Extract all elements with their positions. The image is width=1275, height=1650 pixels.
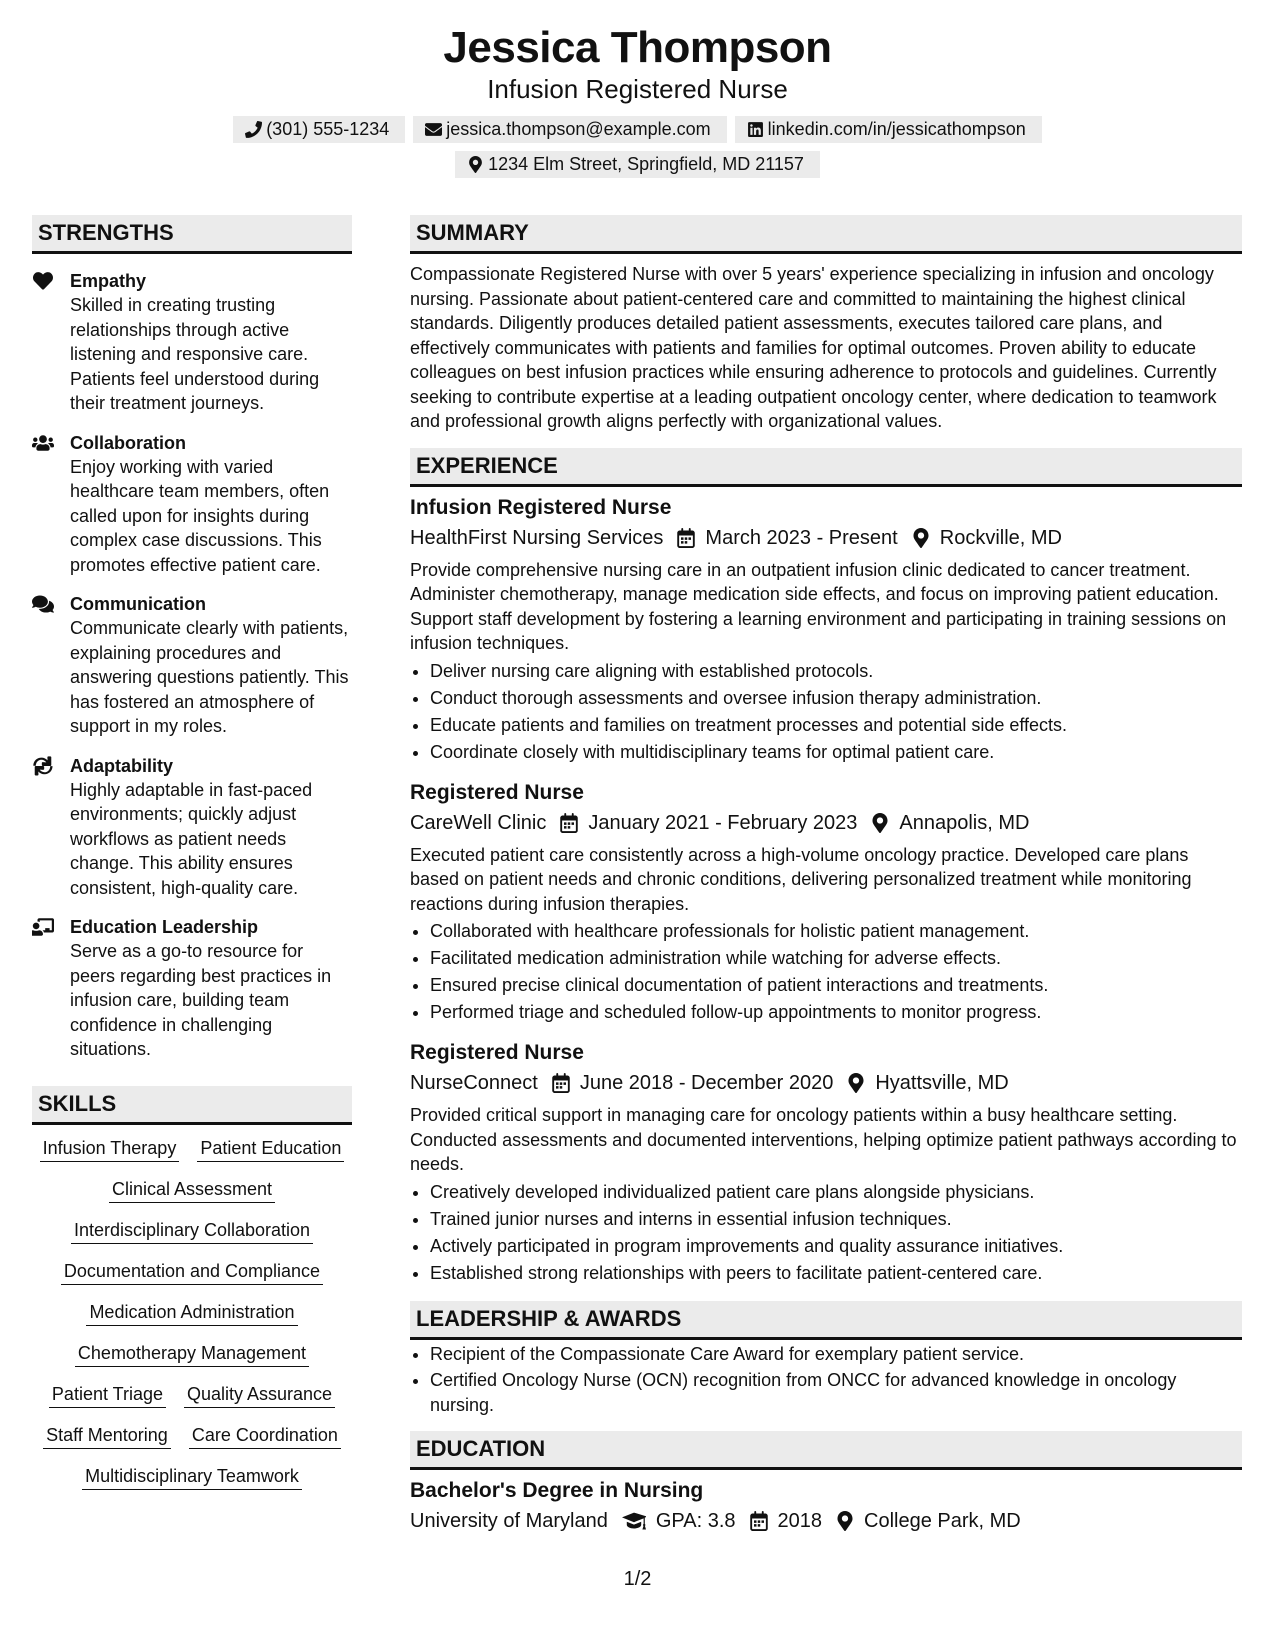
job-location: Hyattsville, MD (875, 1072, 1009, 1094)
summary-heading: SUMMARY (410, 215, 1242, 254)
education-meta (410, 1506, 1242, 1536)
job-location: Annapolis, MD (899, 811, 1030, 834)
skill-tag: Medication Administration (86, 1299, 297, 1326)
map-marker-icon (847, 1073, 865, 1093)
strength-desc: Enjoy working with varied healthcare team members, often called upon for insights during complex case discussions. This promotes effective patient care. (70, 456, 330, 575)
strength-desc: Highly adaptable in fast-paced environments; quickly adjust workflows as patient needs change. This ability ensures consistent, high-quality care. (70, 779, 313, 898)
skill-tag: Staff Mentoring (43, 1422, 171, 1449)
award-item: • Certified Oncology Nurse (OCN) recognition from ONCC for advanced knowledge in oncology nursing. (430, 1368, 1242, 1417)
strength-item (32, 269, 352, 416)
skill-tag: Documentation and Compliance (61, 1258, 323, 1285)
job-company: NurseConnect (410, 1072, 538, 1094)
strength-item (32, 915, 352, 1062)
skill-tag: Chemotherapy Management (75, 1340, 309, 1367)
map-marker-icon (871, 813, 889, 833)
strength-title: Education Leadership (70, 917, 259, 937)
job-description: Executed patient care consistently across a high-volume oncology practice. Developed care plans based on patient needs and chronic conditions, delivering personalized treatment while monitoring reactions during infusion therapies. (410, 844, 1192, 914)
job-meta (410, 1068, 1242, 1098)
job-dates: March 2023 - Present (705, 526, 898, 549)
job-bullet: • Established strong relationships with peers to facilitate patient-centered care. (430, 1260, 1242, 1287)
strength-item (32, 592, 352, 739)
job-bullet: • Deliver nursing care aligning with established protocols. (430, 658, 1242, 685)
job-description: Provide comprehensive nursing care in an outpatient infusion clinic dedicated to cancer treatment. Administer chemotherapy, manage medication side effects, and focus on improving patient education. Support staff development by fostering a learning environment and participating in training sessions on infusion techniques. (410, 559, 1227, 653)
job-bullet: • Trained junior nurses and interns in essential infusion techniques. (430, 1206, 1242, 1233)
education-heading: EDUCATION (410, 1431, 1242, 1470)
address-text: 1234 Elm Street, Springfield, MD 21157 (488, 154, 804, 174)
heart-icon (32, 271, 54, 291)
email-text: jessica.thompson@example.com (446, 119, 711, 139)
strength-title: Empathy (70, 271, 147, 291)
job-company: HealthFirst Nursing Services (410, 526, 664, 549)
strength-title: Communication (70, 594, 207, 614)
job-bullet: • Educate patients and families on treatment processes and potential side effects. (430, 712, 1242, 739)
job-bullet: • Performed triage and scheduled follow-up appointments to monitor progress. (430, 999, 1242, 1026)
job-title: Registered Nurse (410, 780, 584, 804)
skills-list (32, 1135, 352, 1490)
job-dates: January 2021 - February 2023 (588, 811, 858, 834)
map-marker-icon (912, 528, 930, 548)
job-company: CareWell Clinic (410, 811, 547, 834)
skill-tag: Multidisciplinary Teamwork (82, 1463, 302, 1490)
skill-tag: Infusion Therapy (40, 1135, 180, 1162)
address-row (0, 151, 1275, 178)
linkedin-icon (747, 121, 764, 138)
job-bullet: • Creatively developed individualized patient care plans alongside physicians. (430, 1179, 1242, 1206)
map-marker-icon (836, 1511, 854, 1531)
skill-tag: Patient Triage (49, 1381, 166, 1408)
job-bullet: • Facilitated medication administration while watching for adverse effects. (430, 945, 1242, 972)
sync-icon (32, 756, 54, 776)
school-location: College Park, MD (864, 1510, 1021, 1532)
linkedin-chip[interactable] (735, 116, 1042, 143)
phone-chip[interactable] (233, 116, 405, 143)
comments-icon (32, 594, 54, 614)
calendar-icon (552, 1073, 570, 1093)
gpa: GPA: 3.8 (655, 1510, 736, 1532)
contact-row (0, 116, 1275, 143)
skill-tag: Quality Assurance (184, 1381, 335, 1408)
job-bullet: • Ensured precise clinical documentation of patient interactions and treatments. (430, 972, 1242, 999)
job-bullets (410, 918, 1242, 1026)
linkedin-text: linkedin.com/in/jessicathompson (767, 119, 1026, 139)
job-bullets (410, 658, 1242, 766)
address-chip (455, 151, 820, 178)
awards-list (410, 1342, 1242, 1418)
calendar-icon (560, 813, 578, 833)
job-meta (410, 808, 1242, 838)
envelope-icon (425, 121, 442, 138)
skills-heading: SKILLS (32, 1086, 352, 1125)
phone-icon (245, 121, 262, 138)
map-marker-icon (467, 156, 484, 173)
job-title: Registered Nurse (410, 1041, 584, 1064)
phone-text: (301) 555-1234 (266, 119, 390, 139)
summary-text: Compassionate Registered Nurse with over 5 years' experience specializing in infusion and oncology nursing. Passionate about patient-centered care and committed to maintaining the highest clinical standards. Diligently produces detailed patient assessments, executes tailored care plans, and effectively communicates with patients and families for optimal outcomes. Proven ability to educate colleagues on best infusion practices while ensuring adherence to protocols and guidelines. Currently seeking to contribute expertise at a leading outpatient oncology center, where dedication to teamwork and professional growth aligns perfectly with organizational values. (410, 264, 1217, 431)
job-bullet: • Actively participated in program improvements and quality assurance initiatives. (430, 1233, 1242, 1260)
award-item: • Recipient of the Compassionate Care Award for exemplary patient service. (430, 1342, 1242, 1367)
job-bullet: • Coordinate closely with multidisciplinary teams for optimal patient care. (430, 739, 1242, 766)
resume-header (0, 0, 1275, 178)
job-title: Infusion Registered Nurse (410, 495, 672, 519)
job-entry (410, 1038, 1242, 1287)
email-chip[interactable] (413, 116, 726, 143)
job-dates: June 2018 - December 2020 (579, 1072, 834, 1094)
job-bullets (410, 1179, 1242, 1287)
graduation-cap-icon (622, 1511, 646, 1531)
strength-title: Collaboration (70, 432, 186, 453)
left-column (32, 215, 352, 1490)
right-column (410, 215, 1242, 1536)
job-bullet: • Conduct thorough assessments and oversee infusion therapy administration. (430, 685, 1242, 712)
strength-item (32, 754, 352, 901)
users-icon (32, 433, 54, 453)
strength-title: Adaptability (70, 755, 174, 776)
job-description: Provided critical support in managing care for oncology patients within a busy healthcare setting. Conducted assessments and documented interventions, helping optimize patient pathways according to needs. (410, 1105, 1237, 1174)
strengths-heading: STRENGTHS (32, 215, 352, 254)
strength-desc: Communicate clearly with patients, explaining procedures and answering questions patiently. This has fostered an atmosphere of support in my roles. (70, 618, 349, 736)
graduation-year: 2018 (777, 1510, 823, 1532)
school-name: University of Maryland (410, 1510, 608, 1532)
calendar-icon (750, 1511, 768, 1531)
job-bullet: • Collaborated with healthcare professionals for holistic patient management. (430, 918, 1242, 945)
job-entry (410, 493, 1242, 766)
calendar-icon (677, 528, 695, 548)
candidate-name: Jessica Thompson (443, 23, 832, 72)
strength-item (32, 431, 352, 578)
skill-tag: Interdisciplinary Collaboration (71, 1217, 313, 1244)
degree-title: Bachelor's Degree in Nursing (410, 1479, 704, 1502)
skill-tag: Clinical Assessment (109, 1176, 275, 1203)
job-entry (410, 778, 1242, 1027)
skill-tag: Patient Education (197, 1135, 344, 1162)
skill-tag: Care Coordination (189, 1422, 341, 1449)
job-meta (410, 523, 1242, 553)
page-number: 1/2 (623, 1568, 652, 1590)
strength-desc: Skilled in creating trusting relationships through active listening and responsive care. Patients feel understood during their treatment journeys. (70, 295, 320, 413)
experience-heading: EXPERIENCE (410, 448, 1242, 487)
strength-desc: Serve as a go-to resource for peers regarding best practices in infusion care, building team confidence in challenging situations. (70, 941, 332, 1059)
candidate-title: Infusion Registered Nurse (487, 74, 788, 104)
awards-heading: LEADERSHIP & AWARDS (410, 1301, 1242, 1340)
job-location: Rockville, MD (939, 526, 1062, 549)
chalkboard-teacher-icon (32, 917, 54, 937)
